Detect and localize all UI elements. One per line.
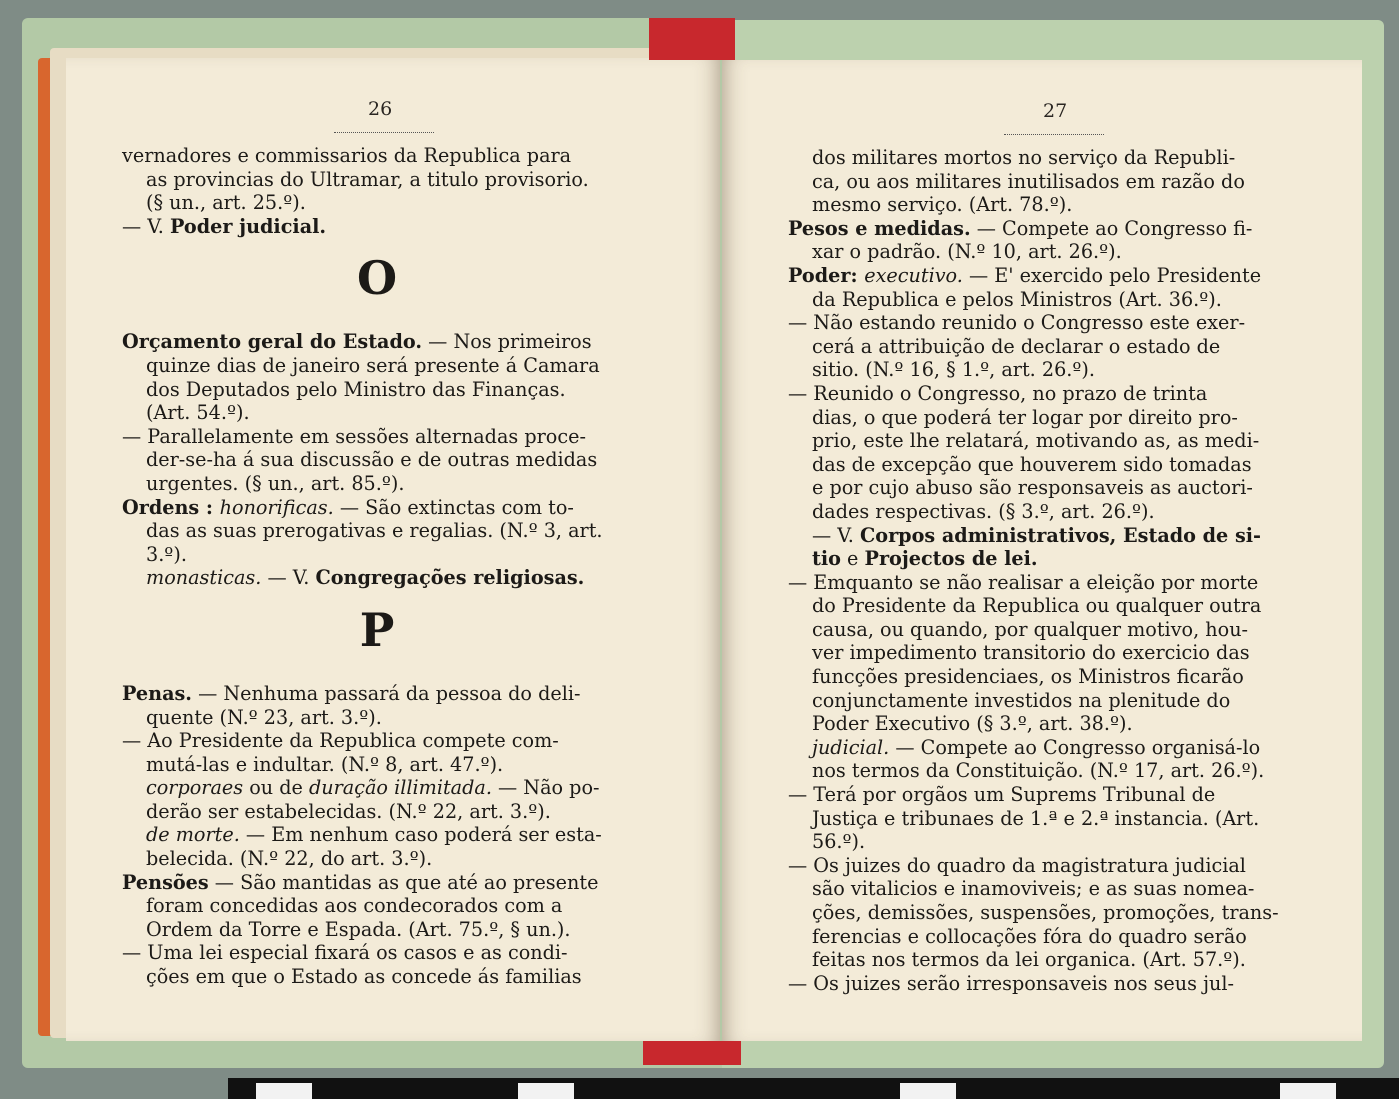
entry-subheading: monasticas.	[146, 566, 262, 590]
entry-heading: Poder:	[788, 263, 865, 287]
text-line	[122, 330, 632, 354]
text-line	[122, 566, 632, 590]
text-span: ver impedimento transitorio do exercicio das	[812, 641, 1250, 665]
text-span: funcções presidenciaes, os Ministros ficarão	[812, 665, 1244, 689]
text-span: — Nos primeiros	[422, 330, 592, 354]
text-span: — Os juizes do quadro da magistratura judicial	[788, 853, 1246, 877]
entry-subheading: judicial.	[812, 735, 890, 759]
entry-heading: Poder judicial.	[170, 214, 327, 238]
text-line	[788, 948, 1298, 972]
text-line	[788, 807, 1298, 831]
text-line	[788, 240, 1298, 264]
text-line	[788, 665, 1298, 689]
text-line	[788, 500, 1298, 524]
text-span: ções em que o Estado as concede ás familias	[146, 965, 582, 989]
left-page-text	[122, 144, 632, 989]
text-line	[788, 618, 1298, 642]
text-line	[788, 146, 1298, 170]
text-line	[788, 264, 1298, 288]
text-line	[122, 800, 632, 824]
text-span: ferencias e collocações fóra do quadro serão	[812, 924, 1247, 948]
text-line	[122, 918, 632, 942]
text-line	[122, 823, 632, 847]
text-line	[122, 941, 632, 965]
text-line	[788, 594, 1298, 618]
text-span: — Reunido o Congresso, no prazo de trinta	[788, 381, 1208, 405]
text-span: e	[840, 547, 865, 571]
text-span: 56.º).	[812, 830, 866, 854]
entry-heading: tio	[812, 547, 841, 571]
text-span: — Não po-	[491, 776, 600, 800]
entry-subheading: de morte.	[146, 823, 240, 847]
right-page-number: 27	[1043, 100, 1068, 122]
text-span: ções, demissões, suspensões, promoções, trans-	[812, 901, 1279, 924]
text-span: urgentes. (§ un., art. 85.º).	[146, 471, 405, 495]
text-span: causa, ou quando, por qualquer motivo, hou-	[812, 617, 1249, 641]
text-span: dos Deputados pelo Ministro das Finanças.	[146, 377, 566, 401]
text-line	[788, 288, 1298, 312]
text-line	[788, 901, 1298, 925]
text-line	[122, 729, 632, 753]
text-span: conjunctamente investidos na plenitude do	[812, 688, 1231, 712]
text-line	[122, 144, 632, 168]
text-span: — São mantidas as que até ao presente	[208, 870, 599, 894]
text-span: der-se-ha á sua discussão e de outras medidas	[146, 448, 598, 472]
text-span: — Emquanto se não realisar a eleição por morte	[788, 570, 1259, 594]
text-span: xar o padrão. (N.º 10, art. 26.º).	[812, 240, 1122, 264]
text-span: — E' exercido pelo Presidente	[962, 263, 1262, 287]
text-line	[122, 543, 632, 567]
text-span: — Uma lei especial fixará os casos e as condi-	[122, 941, 568, 965]
text-span: Poder Executivo (§ 3.º, art. 38.º).	[812, 712, 1133, 736]
spine-tailband	[643, 1041, 741, 1065]
text-line	[788, 712, 1298, 736]
text-line	[122, 215, 632, 239]
text-span: — Os juizes serão irresponsaveis nos seus jul-	[788, 971, 1235, 995]
text-span: e por cujo abuso são responsaveis as auctori-	[812, 476, 1253, 500]
text-span: — V.	[261, 566, 316, 590]
text-span: mutá-las e indultar. (N.º 8, art. 47.º).	[146, 752, 504, 776]
text-line	[788, 311, 1298, 335]
text-line	[788, 854, 1298, 878]
entry-subheading: executivo.	[864, 263, 963, 287]
text-span: — Ao Presidente da Republica compete com-	[122, 729, 559, 753]
text-line	[122, 847, 632, 871]
left-page-number: 26	[368, 98, 393, 120]
text-line	[122, 871, 632, 895]
page-number-rule	[334, 132, 434, 133]
text-line	[122, 354, 632, 378]
text-line	[788, 382, 1298, 406]
text-line	[788, 193, 1298, 217]
text-line	[788, 759, 1298, 783]
text-span: nos termos da Constituição. (N.º 17, art. 26.º).	[812, 759, 1265, 783]
text-span: da Republica e pelos Ministros (Art. 36.º).	[812, 287, 1222, 311]
spine-headband	[649, 18, 735, 60]
text-span: sitio. (N.º 16, § 1.º, art. 26.º).	[812, 358, 1095, 382]
text-span: feitas nos termos da lei organica. (Art. 57.º).	[812, 948, 1246, 972]
page-number-rule	[1004, 134, 1104, 135]
text-span: dias, o que poderá ter logar por direito pro-	[812, 405, 1238, 429]
text-span: as provincias do Ultramar, a titulo provisorio.	[146, 167, 589, 191]
text-span: das de excepção que houverem sido tomadas	[812, 452, 1252, 476]
entry-heading: Congregações religiosas.	[315, 566, 585, 590]
text-line	[788, 571, 1298, 595]
text-span: dades respectivas. (§ 3.º, art. 26.º).	[812, 499, 1155, 523]
entry-heading: Pensões	[122, 870, 209, 894]
text-span: (Art. 54.º).	[146, 401, 250, 425]
text-line	[788, 476, 1298, 500]
scale-ruler	[228, 1078, 1399, 1099]
text-span: Justiça e tribunaes de 1.ª e 2.ª instancia. (Art.	[812, 806, 1260, 830]
text-line	[788, 830, 1298, 854]
text-span: — Nenhuma passará da pessoa do deli-	[192, 681, 581, 705]
entry-heading: Penas.	[122, 681, 192, 705]
text-span: quente (N.º 23, art. 3.º).	[146, 705, 382, 729]
text-line	[122, 706, 632, 730]
text-line	[122, 682, 632, 706]
text-line	[122, 448, 632, 472]
text-span: — Compete ao Congresso organisá-lo	[889, 735, 1261, 759]
entry-subheading: duração illimitada.	[308, 776, 492, 800]
text-span: Ordem da Torre e Espada. (Art. 75.º, § un.).	[146, 917, 571, 941]
right-page	[722, 60, 1362, 1041]
text-line	[788, 972, 1298, 996]
text-span: — Não estando reunido o Congresso este exer-	[788, 311, 1246, 335]
text-line	[122, 894, 632, 918]
text-span: prio, este lhe relatará, motivando as, as medi-	[812, 429, 1260, 453]
text-line	[122, 519, 632, 543]
text-span: do Presidente da Republica ou qualquer outra	[812, 594, 1262, 618]
text-span: derão ser estabelecidas. (N.º 22, art. 3.º).	[146, 799, 551, 823]
text-line	[788, 524, 1298, 548]
text-span: belecida. (N.º 22, do art. 3.º).	[146, 847, 433, 871]
entry-heading: Corpos administrativos, Estado de si-	[860, 523, 1261, 547]
text-line	[788, 358, 1298, 382]
text-line	[788, 877, 1298, 901]
text-span: — V.	[812, 523, 860, 547]
text-line	[122, 168, 632, 192]
text-line	[788, 335, 1298, 359]
text-line	[788, 406, 1298, 430]
text-line	[122, 425, 632, 449]
text-line	[122, 776, 632, 800]
text-span: ca, ou aos militares inutilisados em razão do	[812, 169, 1245, 193]
text-line	[788, 783, 1298, 807]
text-span: — São extinctas com to-	[333, 495, 574, 519]
text-line	[122, 965, 632, 989]
text-line	[122, 472, 632, 496]
text-span: dos militares mortos no serviço da Republi-	[812, 146, 1236, 169]
text-line	[788, 736, 1298, 760]
entry-heading: Pesos e medidas.	[788, 216, 971, 240]
text-span: são vitalicios e inamoviveis; e as suas nomea-	[812, 877, 1255, 901]
text-line	[788, 453, 1298, 477]
text-span: (§ un., art. 25.º).	[146, 191, 306, 215]
text-line	[788, 217, 1298, 241]
text-line	[788, 429, 1298, 453]
text-span: — V.	[122, 214, 170, 238]
entry-heading: Projectos de lei.	[864, 547, 1038, 571]
text-line	[122, 496, 632, 520]
text-span: cerá a attribuição de declarar o estado de	[812, 334, 1221, 358]
text-span: mesmo serviço. (Art. 78.º).	[812, 193, 1073, 217]
entry-subheading: honorificas.	[219, 495, 334, 519]
text-line	[122, 753, 632, 777]
text-line	[122, 191, 632, 215]
text-line	[788, 689, 1298, 713]
right-page-text	[788, 146, 1298, 995]
left-page	[66, 58, 720, 1041]
text-span: quinze dias de janeiro será presente á Camara	[146, 353, 600, 377]
text-line	[788, 547, 1298, 571]
text-span: 3.º).	[146, 542, 187, 566]
entry-subheading: corporaes	[146, 776, 244, 800]
text-span: foram concedidas aos condecorados com a	[146, 894, 563, 918]
text-line	[788, 641, 1298, 665]
entry-heading: Ordens :	[122, 495, 220, 519]
text-span: — Parallelamente em sessões alternadas proce-	[122, 424, 586, 448]
section-letter: P	[359, 602, 395, 657]
text-line	[788, 170, 1298, 194]
entry-heading: Orçamento geral do Estado.	[122, 330, 423, 354]
text-line	[122, 401, 632, 425]
text-span: — Compete ao Congresso fi-	[970, 216, 1253, 240]
text-line	[122, 378, 632, 402]
section-letter: O	[356, 251, 398, 306]
text-span: — Em nenhum caso poderá ser esta-	[239, 823, 602, 847]
text-span: — Terá por orgãos um Suprems Tribunal de	[788, 783, 1216, 807]
text-line	[788, 925, 1298, 949]
text-span: ou de	[243, 776, 309, 800]
text-span: vernadores e commissarios da Republica para	[122, 144, 572, 167]
text-span: das as suas prerogativas e regalias. (N.º 3, art.	[146, 519, 603, 543]
